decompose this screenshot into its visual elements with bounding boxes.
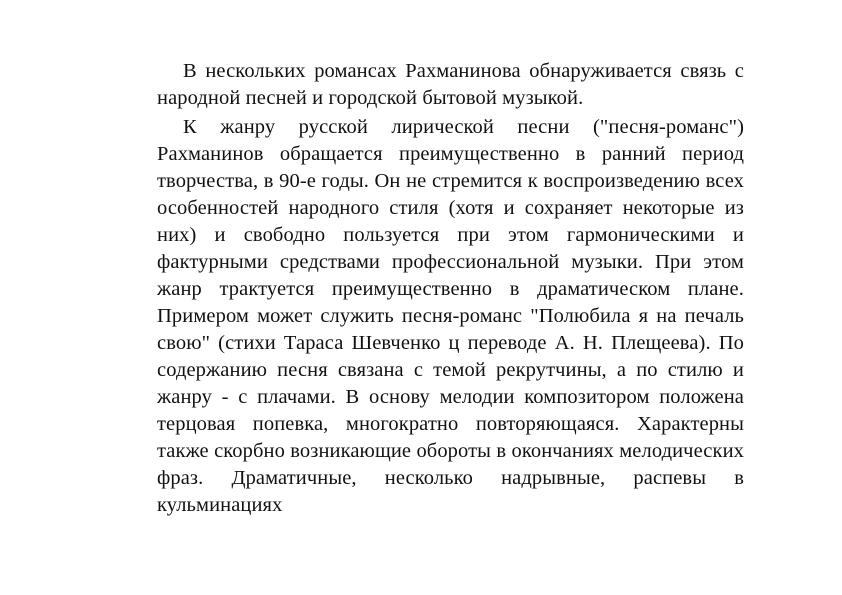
- paragraph-intro: В нескольких романсах Рахманинова обнаруживается связь с народной песней и городской бытовой музыкой.: [157, 60, 744, 109]
- document-text: [157, 58, 744, 519]
- paragraph-song-romance: К жанру русской лирической песни ("песня-романс") Рахманинов обращается преимущественно в ранний период творчества, в 90-е годы. Он не стремится к воспроизведению всех особенностей народного стиля (хотя и сохраняет некоторые из них) и свободно пользуется при этом гармоническими и фактурными средствами профессиональной музыки. При этом жанр трактуется преимущественно в драматическом плане. Примером может служить песня-романс "Полюбила я на печаль свою" (стихи Тараса Шевченко ц переводе А. Н. Плещеева). По содержанию песня связана с темой рекрутчины, а по стилю и жанру - с плачами. В основу мелодии композитором положена терцовая попевка, многократно повторяющаяся. Характерны также скорбно возникающие обороты в окончаниях мелодических фраз. Драматичные, несколько надрывные, распевы в кульминациях: [157, 116, 744, 516]
